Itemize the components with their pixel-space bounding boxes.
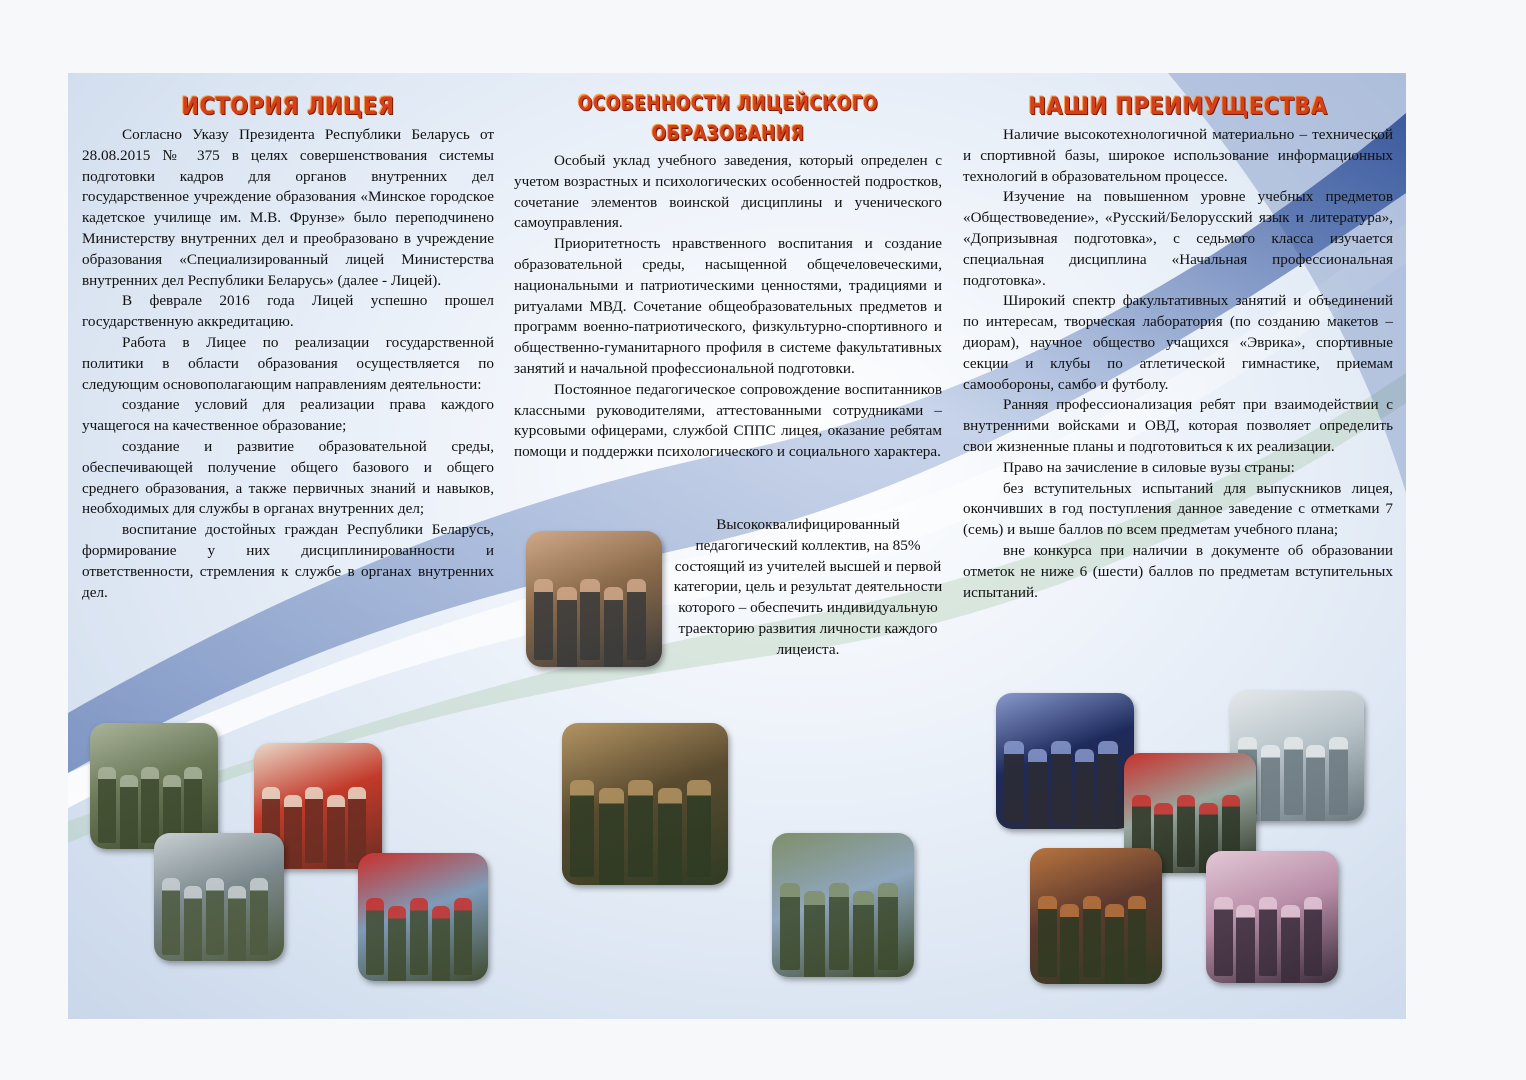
advantages-paragraph: вне конкурса при наличии в документе об образовании отметок не ниже 6 (шести) баллов по предметам вступительных испытаний. (963, 541, 1393, 601)
photo-figure (1281, 905, 1300, 983)
photo-figure (687, 780, 711, 877)
advantages-paragraph: Право на зачисление в силовые вузы страны: (1003, 458, 1295, 476)
history-column (82, 93, 494, 603)
photo-guitar-concert (1206, 851, 1338, 983)
photo-figure (658, 788, 682, 885)
photo-figure (1259, 897, 1278, 976)
features-paragraph: Приоритетность нравственного воспитания и создание образовательной среды, насыщенной общечеловеческими, национальными и патриотическими ценностями, традициями и ритуалами МВД. Сочетание общеобразовательных предметов и программ военно-патриотического, физкультурно-спортивного и общественно-гуманитарного профиля в системе факультативных занятий и начальной профессиональной подготовки. (514, 235, 942, 377)
features-paragraph: Особый уклад учебного заведения, который определен с учетом возрастных и психологических особенностей подростков, сочетание элементов воинской дисциплины и ученического самоуправления. (514, 152, 942, 232)
features-column (514, 93, 942, 463)
photo-figure (327, 795, 345, 869)
photo-figure (250, 878, 268, 955)
history-paragraph: В феврале 2016 года Лицей успешно прошел государственную аккредитацию. (82, 292, 494, 331)
photo-figure (599, 788, 623, 885)
photo-figure (120, 775, 138, 849)
photo-figure (804, 891, 824, 977)
advantages-paragraph: без вступительных испытаний для выпускников лицея, окончивших в год поступления данное заведение с отметками 7 (семь) и выше баллов по всем предметам учебного плана; (963, 479, 1393, 539)
photo-figure (878, 883, 898, 969)
history-paragraph: Согласно Указу Президента Республики Беларусь от 28.08.2015 № 375 в целях совершенствования системы подготовки кадров для органов внутренних дел государственное учреждение образования «Минское городское кадетское училище им. М.В. Фрунзе» было переподчинено Министерству внутренних дел и преобразовано в учреждение образования «Специализированный лицей Министерства внутренних дел Республики Беларусь» (далее - Лицей). (82, 126, 494, 289)
photo-figure (780, 883, 800, 969)
photo-figure (141, 767, 159, 843)
photo-figure (1098, 741, 1118, 823)
photo-figure (1075, 749, 1095, 829)
features-paragraph: Постоянное педагогическое сопровождение воспитанников классными руководителями, аттестованными сотрудниками – курсовыми офицерами, службой СППС лицея, оказание ребятам помощи и поддержки психологического и социального характера. (514, 380, 942, 461)
photo-cadets-formation (1030, 848, 1162, 984)
staff-quote: Высококвалифицированный педагогический коллектив, на 85% состоящий из учителей высшей и первой категории, цель и результат деятельности которого – обеспечить индивидуальную траекторию развития личности каждого лицеиста. (673, 516, 943, 658)
photo-figure (1329, 737, 1348, 815)
photo-figure (534, 579, 553, 661)
advantages-paragraph: Ранняя профессионализация ребят при взаимодействии с внутренними войсками и ОВД, которая позволяет определить свои жизненные планы и подготовиться к их реализации. (963, 396, 1393, 455)
photo-figure (366, 898, 384, 975)
photo-figure (305, 787, 323, 863)
photo-figure (1261, 745, 1280, 822)
photo-marching-squad (772, 833, 914, 977)
photo-stage-performance (996, 693, 1134, 829)
photo-figure (580, 579, 599, 661)
photo-figure (1284, 737, 1303, 815)
photo-figure (162, 878, 180, 955)
photo-figure (1083, 896, 1102, 978)
photo-figure (432, 906, 450, 981)
photo-award-ceremony (90, 723, 218, 849)
photo-flag-guard (358, 853, 488, 981)
photo-figure (1028, 749, 1048, 829)
photo-figure (1236, 905, 1255, 983)
photo-figure (1214, 897, 1233, 976)
photo-figure (1051, 741, 1071, 823)
photo-figure (557, 587, 576, 667)
photo-figure (1038, 896, 1057, 978)
photo-figure (388, 906, 406, 981)
photo-classroom-lesson (526, 531, 662, 667)
photo-figure (627, 579, 646, 661)
advantages-paragraph: Наличие высокотехнологичной материально – технической и спортивной базы, широкое использование информационных технологий в образовательном процессе. (963, 126, 1393, 185)
photo-parade-building (154, 833, 284, 961)
photo-figure (1105, 904, 1124, 984)
advantages-paragraph: Широкий спектр факультативных занятий и объединений по интересам, творческая лаборатория (по созданию макетов – диорам), научное общество учащихся «Эврика», спортивные секции и клубы по атлетической гимнастике, приемам самообороны, самбо и футболу. (963, 292, 1393, 393)
photo-figure (228, 886, 246, 961)
photo-figure (184, 886, 202, 961)
photo-figure (570, 780, 594, 877)
photo-figure (1128, 896, 1147, 978)
photo-figure (853, 891, 873, 977)
photo-figure (1177, 795, 1196, 867)
photo-honor-guard-icon (562, 723, 728, 885)
photo-figure (348, 787, 366, 863)
photo-figure (454, 898, 472, 975)
photo-figure (1304, 897, 1323, 976)
history-paragraph: воспитание достойных граждан Республики Беларусь, формирование у них дисциплинированности и ответственности, стремления к службе в органах внутренних дел. (82, 521, 494, 601)
photo-figure (829, 883, 849, 969)
history-heading: ИСТОРИЯ ЛИЦЕЯ (181, 92, 395, 120)
photo-figure (184, 767, 202, 843)
photo-figure (284, 795, 302, 869)
advantages-column (963, 93, 1393, 603)
photo-figure (206, 878, 224, 955)
photo-figure (1004, 741, 1024, 823)
brochure-sheet (68, 73, 1406, 1019)
photo-figure (604, 587, 623, 667)
history-paragraph: Работа в Лицее по реализации государственной политики в области образования осуществляется по следующим основополагающим направлениям деятельности: (82, 333, 494, 393)
photo-figure (1060, 904, 1079, 984)
advantages-paragraph: Изучение на повышенном уровне учебных предметов «Обществоведение», «Русский/Белорусский язык и литература», «Допризывная подготовка», с седьмого класса изучается специальная дисциплина «Начальная профессиональная подготовка». (963, 188, 1393, 289)
advantages-heading: НАШИ ПРЕИМУЩЕСТВА (1028, 92, 1328, 120)
photo-figure (628, 780, 652, 877)
photo-figure (98, 767, 116, 843)
photo-figure (410, 898, 428, 975)
history-paragraph: создание и развитие образовательной среды, обеспечивающей получение общего базового и общего среднего образования, а также первичных знаний и навыков, необходимых для службы в органах внутренних дел; (82, 437, 494, 518)
history-paragraph: создание условий для реализации права каждого учащегося на качественное образование; (82, 396, 494, 435)
photo-figure (1306, 745, 1325, 822)
features-heading: ОСОБЕННОСТИ ЛИЦЕЙСКОГО ОБРАЗОВАНИЯ (577, 92, 879, 146)
